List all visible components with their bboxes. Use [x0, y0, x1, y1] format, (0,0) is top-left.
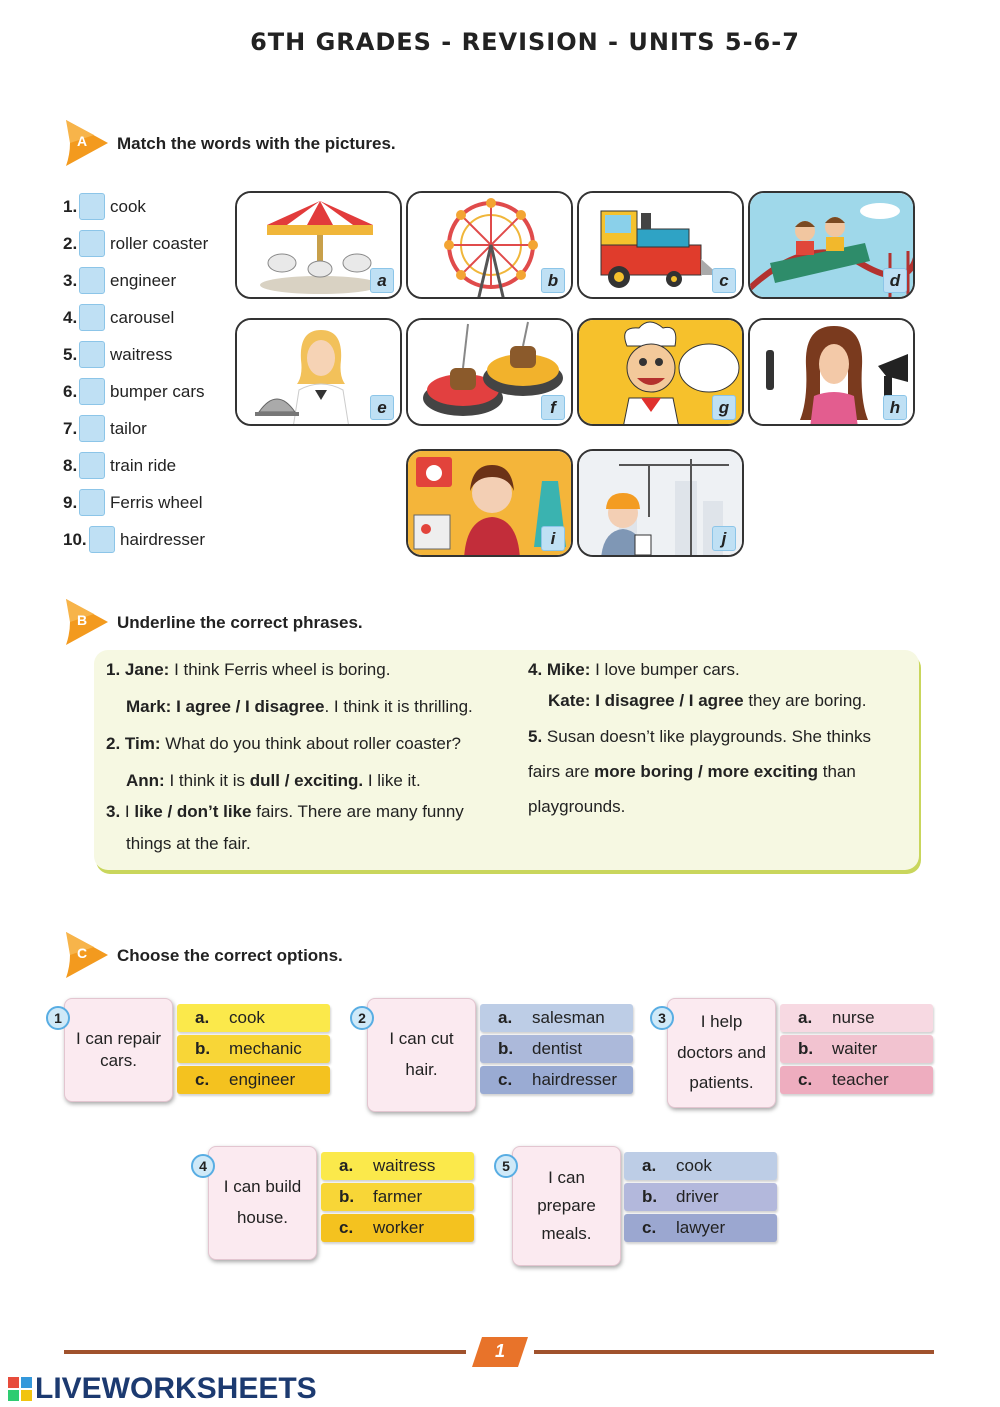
question-text: I can prepare meals.: [537, 1167, 596, 1244]
answer-box[interactable]: [79, 267, 105, 294]
list-item: [63, 447, 208, 484]
section-c-letter: C: [76, 945, 88, 961]
speaker-name: Mike:: [546, 660, 591, 679]
brand-logo: [8, 1372, 317, 1406]
word-label: Ferris wheel: [110, 492, 203, 512]
section-a-instruction: Match the words with the pictures.: [117, 134, 396, 153]
question-card-5: [512, 1146, 621, 1266]
option-c[interactable]: c. worker: [321, 1214, 474, 1242]
picture-card-g: [577, 318, 744, 426]
answer-box[interactable]: [79, 452, 105, 479]
question-card-1: [64, 998, 173, 1102]
option-c[interactable]: c. teacher: [780, 1066, 933, 1094]
sentence-text: playgrounds.: [528, 797, 626, 816]
word-number: 8.: [63, 455, 78, 475]
section-a-badge: [64, 120, 108, 166]
list-item: [63, 484, 208, 521]
word-label: bumper cars: [110, 381, 205, 401]
picture-letter: e: [370, 395, 394, 420]
question-text: I can cut hair.: [389, 1029, 454, 1079]
phrase-choice[interactable]: dull / exciting.: [249, 771, 364, 790]
speaker-name: Tim:: [124, 734, 161, 753]
sentence-text: I love bumper cars.: [590, 660, 740, 679]
word-number: 6.: [63, 381, 78, 401]
picture-letter: i: [541, 526, 565, 551]
list-item: [63, 262, 208, 299]
phrase-choice[interactable]: more boring / more exciting: [594, 762, 819, 781]
picture-letter: b: [541, 268, 565, 293]
sentence-text: fairs. There are many funny: [251, 802, 464, 821]
answer-box[interactable]: [79, 304, 105, 331]
option-c[interactable]: c. engineer: [177, 1066, 330, 1094]
word-label: hairdresser: [120, 529, 206, 549]
sentence-text: What do you think about roller coaster?: [160, 734, 461, 753]
section-c-instruction: Choose the correct options.: [117, 946, 343, 965]
picture-letter: h: [883, 395, 907, 420]
section-b-badge: [64, 599, 108, 645]
answer-box[interactable]: [79, 193, 105, 220]
list-item: [63, 521, 208, 558]
question-number: 3.: [106, 802, 121, 821]
section-b-letter: B: [76, 612, 88, 628]
question-card-3: [667, 998, 776, 1108]
question-number-badge: 1: [46, 1006, 70, 1030]
word-number: 3.: [63, 270, 78, 290]
word-label: engineer: [110, 270, 177, 290]
speaker-name: Kate:: [548, 691, 591, 710]
sentence-text: I like it.: [363, 771, 421, 790]
option-c[interactable]: c. hairdresser: [480, 1066, 633, 1094]
sentence-text: Susan doesn’t like playgrounds. She thinks: [542, 727, 872, 746]
list-item: [63, 299, 208, 336]
word-label: roller coaster: [110, 233, 209, 253]
sentence-text: I think Ferris wheel is boring.: [169, 660, 391, 679]
answer-box[interactable]: [79, 415, 105, 442]
list-item: [63, 225, 208, 262]
brand-name: LIVEWORKSHEETS: [35, 1372, 317, 1405]
answer-box[interactable]: [79, 341, 105, 368]
picture-card-b: [406, 191, 573, 299]
word-label: waitress: [110, 344, 173, 364]
sentence-text: things at the fair.: [126, 834, 251, 853]
word-number: 7.: [63, 418, 78, 438]
option-b[interactable]: b. driver: [624, 1183, 777, 1211]
page-title: 6TH GRADES - REVISION - UNITS 5-6-7: [250, 28, 800, 56]
list-item: [63, 188, 208, 225]
liveworksheets-logo-icon: [8, 1377, 32, 1401]
option-a[interactable]: a. waitress: [321, 1152, 474, 1180]
page-number: 1: [472, 1337, 528, 1367]
word-number: 2.: [63, 233, 78, 253]
list-item: [63, 373, 208, 410]
sentence-text: I think it is: [164, 771, 250, 790]
option-b[interactable]: b. mechanic: [177, 1035, 330, 1063]
speaker-name: Jane:: [124, 660, 170, 679]
list-item: [63, 336, 208, 373]
option-b[interactable]: b. dentist: [480, 1035, 633, 1063]
word-number: 1.: [63, 196, 78, 216]
word-number: 10.: [63, 529, 87, 549]
speaker-name: Ann:: [126, 771, 165, 790]
picture-letter: c: [712, 268, 736, 293]
picture-letter: a: [370, 268, 394, 293]
question-number: 5.: [528, 727, 543, 746]
option-a[interactable]: a. cook: [177, 1004, 330, 1032]
question-text: I can build house.: [223, 1177, 302, 1227]
picture-card-j: [577, 449, 744, 557]
word-label: cook: [110, 196, 146, 216]
word-list: [63, 188, 208, 558]
word-label: train ride: [110, 455, 177, 475]
question-number: 2.: [106, 734, 121, 753]
question-number-badge: 4: [191, 1154, 215, 1178]
answer-box[interactable]: [79, 378, 105, 405]
section-c-badge: [64, 932, 108, 978]
question-number-badge: 2: [350, 1006, 374, 1030]
section-b-instruction: Underline the correct phrases.: [117, 613, 363, 632]
question-text: I help doctors and patients.: [677, 1012, 766, 1093]
question-number-badge: 3: [650, 1006, 674, 1030]
sentence-text: than: [818, 762, 856, 781]
picture-card-d: [748, 191, 915, 299]
question-card-4: [208, 1146, 317, 1260]
footer-divider-right: [534, 1350, 934, 1354]
question-text: I can repair cars.: [75, 1028, 162, 1070]
answer-box[interactable]: [79, 230, 105, 257]
option-c[interactable]: c. lawyer: [624, 1214, 777, 1242]
word-number: 9.: [63, 492, 78, 512]
picture-letter: d: [883, 268, 907, 293]
section-a-letter: A: [76, 133, 88, 149]
phrase-choice[interactable]: I agree / I disagree: [171, 697, 325, 716]
word-number: 5.: [63, 344, 78, 364]
picture-card-c: [577, 191, 744, 299]
word-label: carousel: [110, 307, 175, 327]
option-b[interactable]: b. farmer: [321, 1183, 474, 1211]
picture-card-e: [235, 318, 402, 426]
phrase-choice[interactable]: like / don’t like: [134, 802, 252, 821]
list-item: [63, 410, 208, 447]
option-a[interactable]: a. cook: [624, 1152, 777, 1180]
picture-letter: g: [712, 395, 736, 420]
picture-letter: j: [712, 526, 736, 551]
question-card-2: [367, 998, 476, 1112]
sentence-text: I: [120, 802, 135, 821]
phrase-choice[interactable]: I disagree / I agree: [590, 691, 744, 710]
sentence-text: . I think it is thrilling.: [324, 697, 473, 716]
question-number: 1.: [106, 660, 121, 679]
picture-card-h: [748, 318, 915, 426]
word-number: 4.: [63, 307, 78, 327]
option-a[interactable]: a. nurse: [780, 1004, 933, 1032]
answer-box[interactable]: [79, 489, 105, 516]
word-label: tailor: [110, 418, 147, 438]
picture-card-i: [406, 449, 573, 557]
option-a[interactable]: a. salesman: [480, 1004, 633, 1032]
question-number: 4.: [528, 660, 543, 679]
sentence-text: they are boring.: [743, 691, 867, 710]
footer-divider-left: [64, 1350, 466, 1354]
speaker-name: Mark:: [126, 697, 172, 716]
answer-box[interactable]: [89, 526, 115, 553]
question-number-badge: 5: [494, 1154, 518, 1178]
picture-letter: f: [541, 395, 565, 420]
picture-card-f: [406, 318, 573, 426]
picture-card-a: [235, 191, 402, 299]
sentence-text: fairs are: [528, 762, 595, 781]
option-b[interactable]: b. waiter: [780, 1035, 933, 1063]
